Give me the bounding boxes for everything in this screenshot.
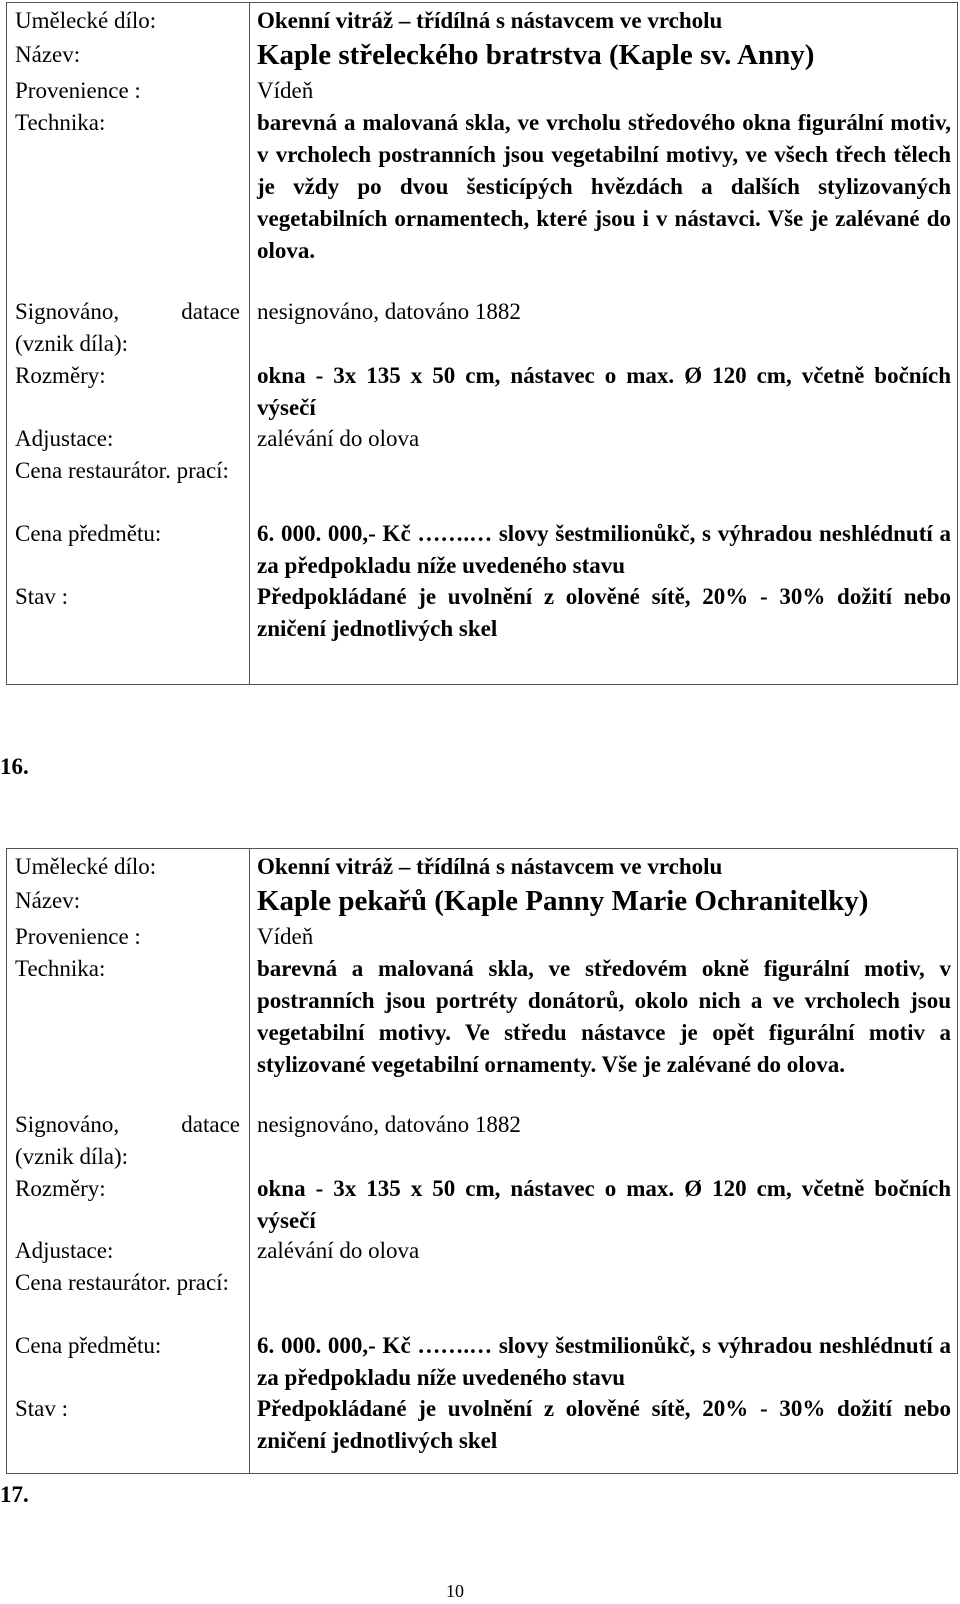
restoration-price-label: Cena restaurátor. prací:: [15, 458, 229, 483]
signature-date-value: nesignováno, datováno 1882: [257, 299, 521, 324]
title-label: Název:: [15, 42, 81, 67]
section-number: 16.: [0, 754, 29, 779]
provenance-label: Provenience :: [15, 924, 141, 949]
dimensions-label: Rozměry:: [15, 363, 106, 388]
page-number: 10: [446, 1581, 464, 1601]
technique-label: Technika:: [15, 956, 106, 981]
item-price-value: 6. 000. 000,- Kč …….… slovy šestmilionůkč, s výhradou neshlédnutí a za předpokladu níže uvedeného stavu: [257, 521, 951, 578]
condition-value: Předpokládané je uvolnění z olověné sítě, 20% - 30% dožití nebo zničení jednotlivých skel: [257, 1396, 951, 1453]
technique-label: Technika:: [15, 110, 106, 135]
condition-value: Předpokládané je uvolnění z olověné sítě, 20% - 30% dožití nebo zničení jednotlivých skel: [257, 584, 951, 641]
artwork-record-table: [6, 848, 958, 1474]
title-value: Kaple střeleckého bratrstva (Kaple sv. Anny): [257, 39, 815, 71]
item-price-label: Cena předmětu:: [15, 1333, 162, 1358]
adjustment-value: zalévání do olova: [257, 1238, 420, 1263]
dimensions-label: Rozměry:: [15, 1176, 106, 1201]
column-divider: [249, 3, 250, 684]
title-value: Kaple pekařů (Kaple Panny Marie Ochranitelky): [257, 885, 869, 917]
technique-value: barevná a malovaná skla, ve vrcholu středového okna figurální motiv, v vrcholech postranních jsou vegetabilní motivy, ve všech třech tělech je vždy po dvou šesticípých hvězdách a dalších stylizovaných vegetabilních ornamentech, které jsou i v nástavci. Vše je zalévané do olova.: [257, 110, 951, 263]
provenance-value: Vídeň: [257, 78, 314, 103]
signature-date-label: Signováno, datace (vznik díla):: [15, 1112, 240, 1169]
provenance-value: Vídeň: [257, 924, 314, 949]
artwork-value: Okenní vitráž – třídílná s nástavcem ve vrcholu: [257, 8, 723, 33]
column-divider: [249, 849, 250, 1473]
dimensions-value: okna - 3x 135 x 50 cm, nástavec o max. Ø 120 cm, včetně bočních výsečí: [257, 363, 951, 420]
signature-date-label: Signováno, datace (vznik díla):: [15, 299, 240, 356]
provenance-label: Provenience :: [15, 78, 141, 103]
artwork-value: Okenní vitráž – třídílná s nástavcem ve vrcholu: [257, 854, 723, 879]
item-price-value: 6. 000. 000,- Kč …….… slovy šestmilionůkč, s výhradou neshlédnutí a za předpokladu níže uvedeného stavu: [257, 1333, 951, 1390]
signature-date-value: nesignováno, datováno 1882: [257, 1112, 521, 1137]
adjustment-label: Adjustace:: [15, 1238, 114, 1263]
section-number: 17.: [0, 1482, 29, 1507]
artwork-label: Umělecké dílo:: [15, 8, 157, 33]
condition-label: Stav :: [15, 584, 69, 609]
artwork-label: Umělecké dílo:: [15, 854, 157, 879]
condition-label: Stav :: [15, 1396, 69, 1421]
technique-value: barevná a malovaná skla, ve středovém okně figurální motiv, v postranních jsou portréty donátorů, okolo nich a ve vrcholech jsou vegetabilní motivy. Ve středu nástavce je opět figurální motiv a stylizované vegetabilní ornamenty. Vše je zalévané do olova.: [257, 956, 951, 1077]
adjustment-label: Adjustace:: [15, 426, 114, 451]
adjustment-value: zalévání do olova: [257, 426, 420, 451]
item-price-label: Cena předmětu:: [15, 521, 162, 546]
title-label: Název:: [15, 888, 81, 913]
restoration-price-label: Cena restaurátor. prací:: [15, 1270, 229, 1295]
artwork-record-table: [6, 2, 958, 685]
dimensions-value: okna - 3x 135 x 50 cm, nástavec o max. Ø 120 cm, včetně bočních výsečí: [257, 1176, 951, 1233]
